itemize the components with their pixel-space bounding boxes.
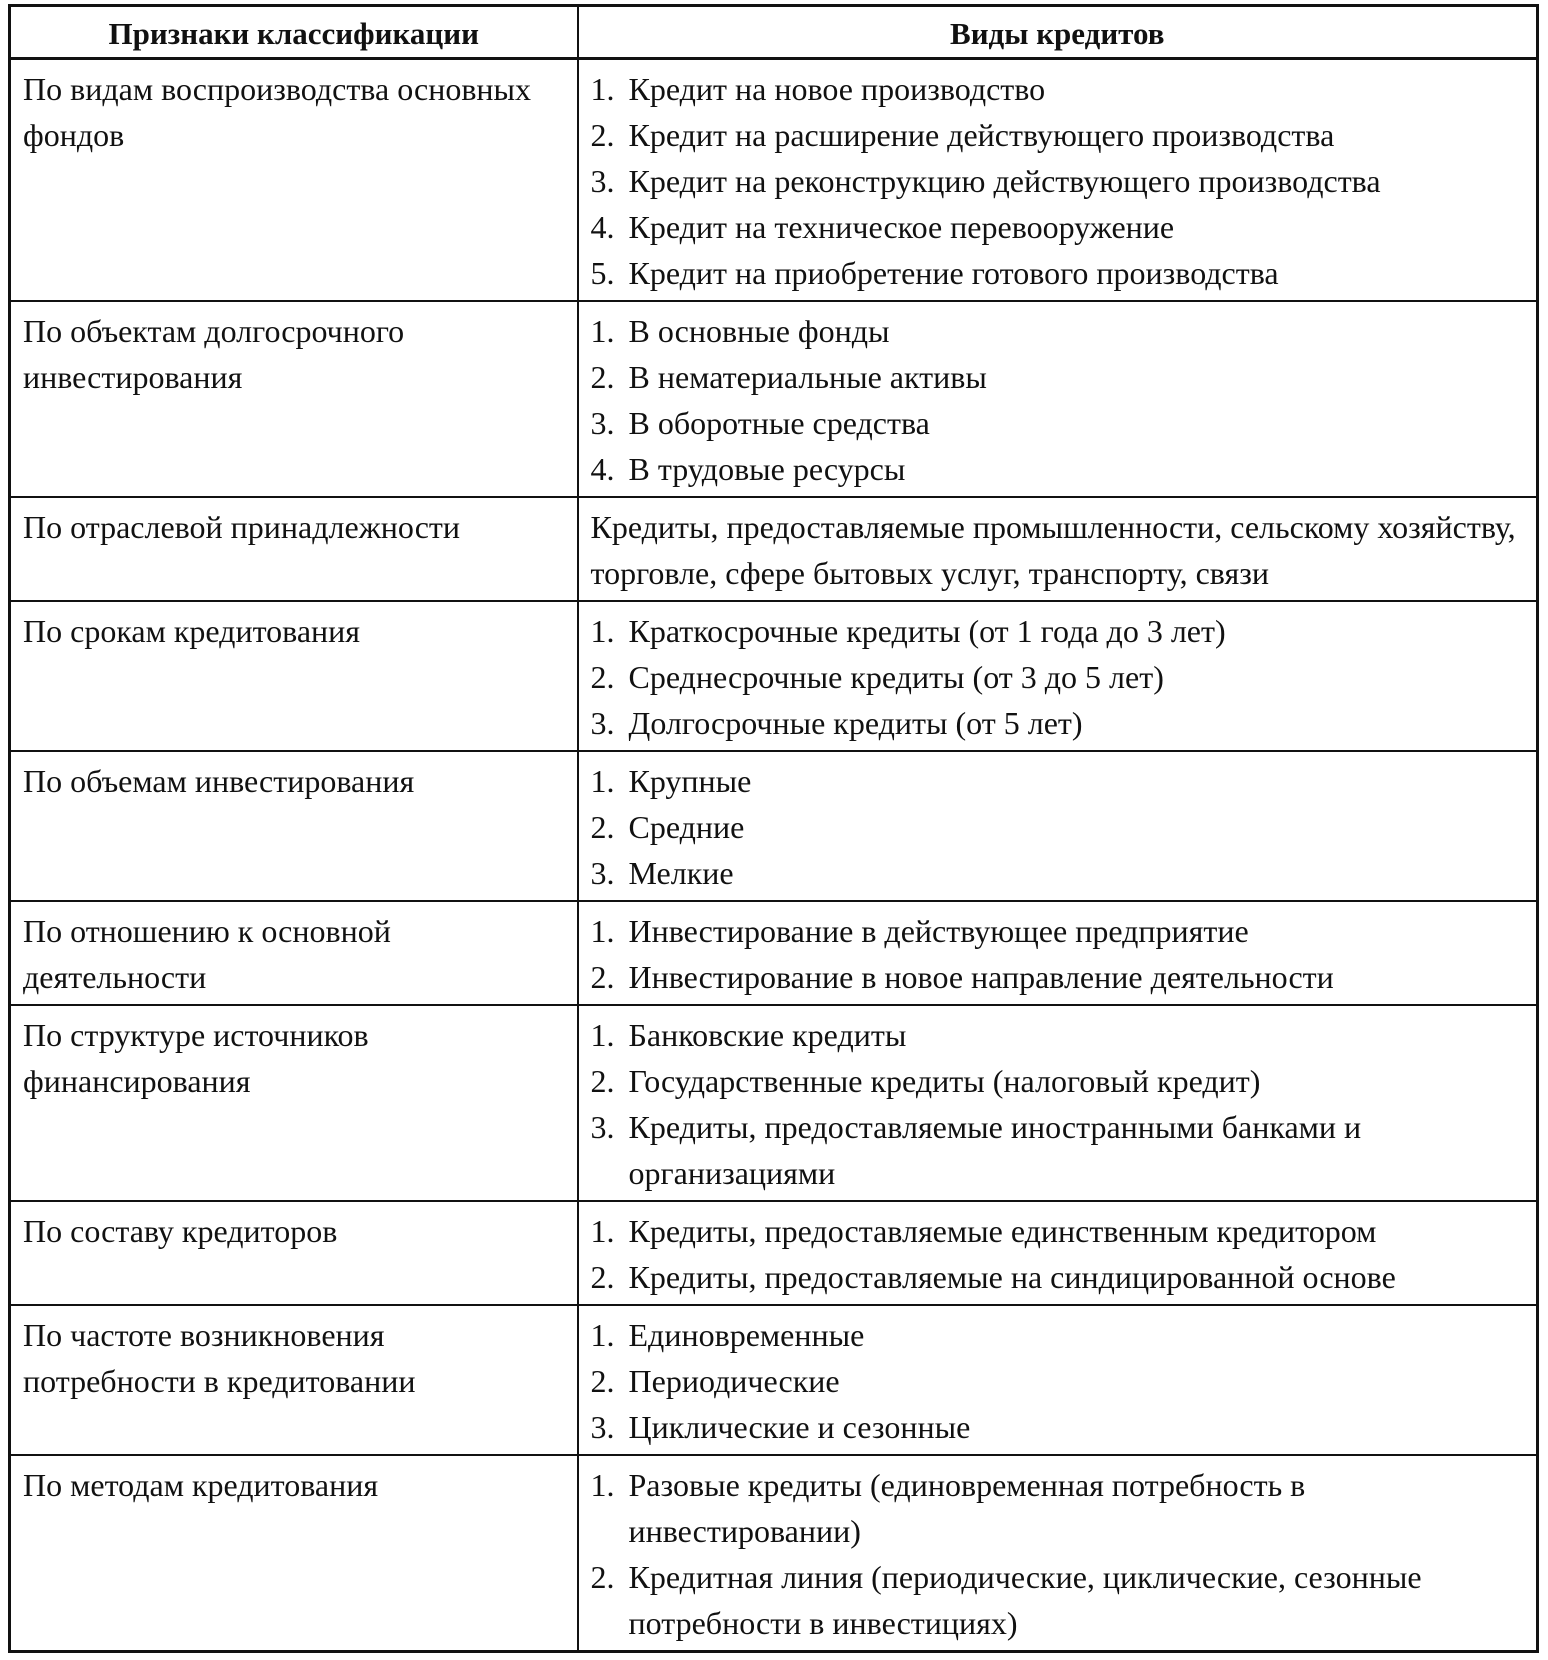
table-row (10, 59, 1538, 302)
classification-feature-cell: По объектам долгосрочного инвестирования (10, 301, 578, 497)
list-item-text: Среднесрочные кредиты (от 3 до 5 лет) (628, 659, 1164, 695)
classification-feature-cell: По структуре источников финансирования (10, 1005, 578, 1201)
list-item-text: Инвестирование в новое направление деятельности (628, 959, 1334, 995)
list-item (591, 158, 1531, 204)
list-item (591, 608, 1531, 654)
credit-classification-table (8, 4, 1539, 1653)
list-item-text: Краткосрочные кредиты (от 1 года до 3 лет) (628, 613, 1226, 649)
table-row (10, 1201, 1538, 1305)
table-row (10, 1455, 1538, 1652)
list-item-text: В нематериальные активы (628, 359, 987, 395)
credit-types-cell (578, 1201, 1538, 1305)
classification-feature-cell: По срокам кредитования (10, 601, 578, 751)
list-item (591, 400, 1531, 446)
list-item-text: Циклические и сезонные (628, 1409, 971, 1445)
list-item-text: Мелкие (628, 855, 734, 891)
list-item (591, 700, 1531, 746)
list-item-number: 1. (590, 1213, 615, 1249)
list-item-text: Средние (628, 809, 745, 845)
table-row (10, 1005, 1538, 1201)
list-item (591, 308, 1531, 354)
list-item-number: 4. (590, 209, 615, 245)
credit-types-cell (578, 301, 1538, 497)
classification-feature-cell: По методам кредитования (10, 1455, 578, 1652)
list-item (591, 654, 1531, 700)
header-row (10, 6, 1538, 59)
header-classification-features: Признаки классификации (10, 6, 578, 59)
list-item (591, 1404, 1531, 1450)
list-item (591, 908, 1531, 954)
table-row (10, 601, 1538, 751)
classification-feature-cell: По составу кредиторов (10, 1201, 578, 1305)
list-item-number: 3. (590, 855, 615, 891)
list-item-number: 3. (590, 705, 615, 741)
list-item-text: Единовременные (628, 1317, 865, 1353)
list-item (591, 1312, 1531, 1358)
list-item-text: Кредитная линия (периодические, циклические, сезонные потребности в инвестициях) (628, 1559, 1422, 1641)
list-item-number: 2. (590, 359, 615, 395)
list-item (591, 112, 1531, 158)
list-item-number: 4. (590, 451, 615, 487)
list-item-number: 2. (590, 659, 615, 695)
list-item-number: 1. (590, 71, 615, 107)
list-item (591, 758, 1531, 804)
list-item-number: 2. (590, 1259, 615, 1295)
credit-types-cell (578, 497, 1538, 601)
list-item-text: Государственные кредиты (налоговый кредит) (628, 1063, 1261, 1099)
credit-types-cell (578, 1455, 1538, 1652)
list-item (591, 1554, 1531, 1646)
list-item-text: Кредит на реконструкцию действующего производства (628, 163, 1381, 199)
list-item-text: Разовые кредиты (единовременная потребность в инвестировании) (628, 1467, 1306, 1549)
list-item (591, 1104, 1531, 1196)
list-item-text: Кредит на новое производство (628, 71, 1046, 107)
list-item-text: В трудовые ресурсы (628, 451, 906, 487)
list-item-number: 2. (590, 1559, 615, 1595)
credit-types-cell (578, 1305, 1538, 1455)
table-header (10, 6, 1538, 59)
table-row (10, 301, 1538, 497)
list-item-text: Инвестирование в действующее предприятие (628, 913, 1249, 949)
list-item-text: Кредиты, предоставляемые единственным кредитором (628, 1213, 1377, 1249)
list-item (591, 1462, 1531, 1554)
list-item-text: Кредит на приобретение готового производства (628, 255, 1279, 291)
list-item-number: 2. (590, 117, 615, 153)
list-item (591, 1208, 1531, 1254)
list-item-text: Кредиты, предоставляемые на синдицированной основе (628, 1259, 1396, 1295)
classification-feature-cell: По отраслевой принадлежности (10, 497, 578, 601)
credit-types-cell (578, 751, 1538, 901)
list-item-number: 3. (590, 1109, 615, 1145)
classification-feature-cell: По отношению к основной деятельности (10, 901, 578, 1005)
list-item (591, 804, 1531, 850)
list-item-number: 1. (590, 913, 615, 949)
list-item (591, 1254, 1531, 1300)
credit-types-cell (578, 1005, 1538, 1201)
list-item (591, 250, 1531, 296)
table-body (10, 59, 1538, 1652)
list-item-text: В оборотные средства (628, 405, 930, 441)
list-item (591, 446, 1531, 492)
list-item-number: 2. (590, 959, 615, 995)
list-item (591, 1012, 1531, 1058)
list-item-number: 1. (590, 763, 615, 799)
list-item-text: Банковские кредиты (628, 1017, 907, 1053)
credit-types-cell (578, 601, 1538, 751)
list-item-text: Крупные (628, 763, 752, 799)
table-row (10, 1305, 1538, 1455)
classification-feature-cell: По частоте возникновения потребности в кредитовании (10, 1305, 578, 1455)
classification-feature-cell: По объемам инвестирования (10, 751, 578, 901)
list-item (591, 354, 1531, 400)
list-item (591, 1058, 1531, 1104)
list-item-number: 2. (590, 1363, 615, 1399)
header-credit-types: Виды кредитов (578, 6, 1538, 59)
list-item-text: Кредит на расширение действующего производства (628, 117, 1335, 153)
credit-types-cell (578, 59, 1538, 302)
list-item-number: 5. (590, 255, 615, 291)
list-item-text: В основные фонды (628, 313, 890, 349)
list-item-number: 3. (590, 1409, 615, 1445)
credit-types-cell (578, 901, 1538, 1005)
list-item-number: 1. (590, 1317, 615, 1353)
table-row (10, 497, 1538, 601)
list-item (591, 954, 1531, 1000)
list-item-text: Кредит на техническое перевооружение (628, 209, 1175, 245)
list-item-number: 2. (590, 1063, 615, 1099)
list-item-number: 1. (590, 613, 615, 649)
list-item-text: Периодические (628, 1363, 840, 1399)
list-item-number: 3. (590, 405, 615, 441)
list-item-number: 2. (590, 809, 615, 845)
credit-types-text: Кредиты, предоставляемые промышленности, сельскому хозяйству, торговле, сфере бытовых услуг, транспорту, связи (590, 509, 1516, 591)
table-row (10, 751, 1538, 901)
list-item (591, 850, 1531, 896)
list-item-number: 3. (590, 163, 615, 199)
list-item (591, 66, 1531, 112)
table-row (10, 901, 1538, 1005)
classification-feature-cell: По видам воспроизводства основных фондов (10, 59, 578, 302)
list-item-number: 1. (590, 313, 615, 349)
list-item (591, 1358, 1531, 1404)
list-item-text: Кредиты, предоставляемые иностранными банками и организациями (628, 1109, 1362, 1191)
list-item (591, 204, 1531, 250)
list-item-number: 1. (590, 1017, 615, 1053)
list-item-text: Долгосрочные кредиты (от 5 лет) (628, 705, 1083, 741)
list-item-number: 1. (590, 1467, 615, 1503)
